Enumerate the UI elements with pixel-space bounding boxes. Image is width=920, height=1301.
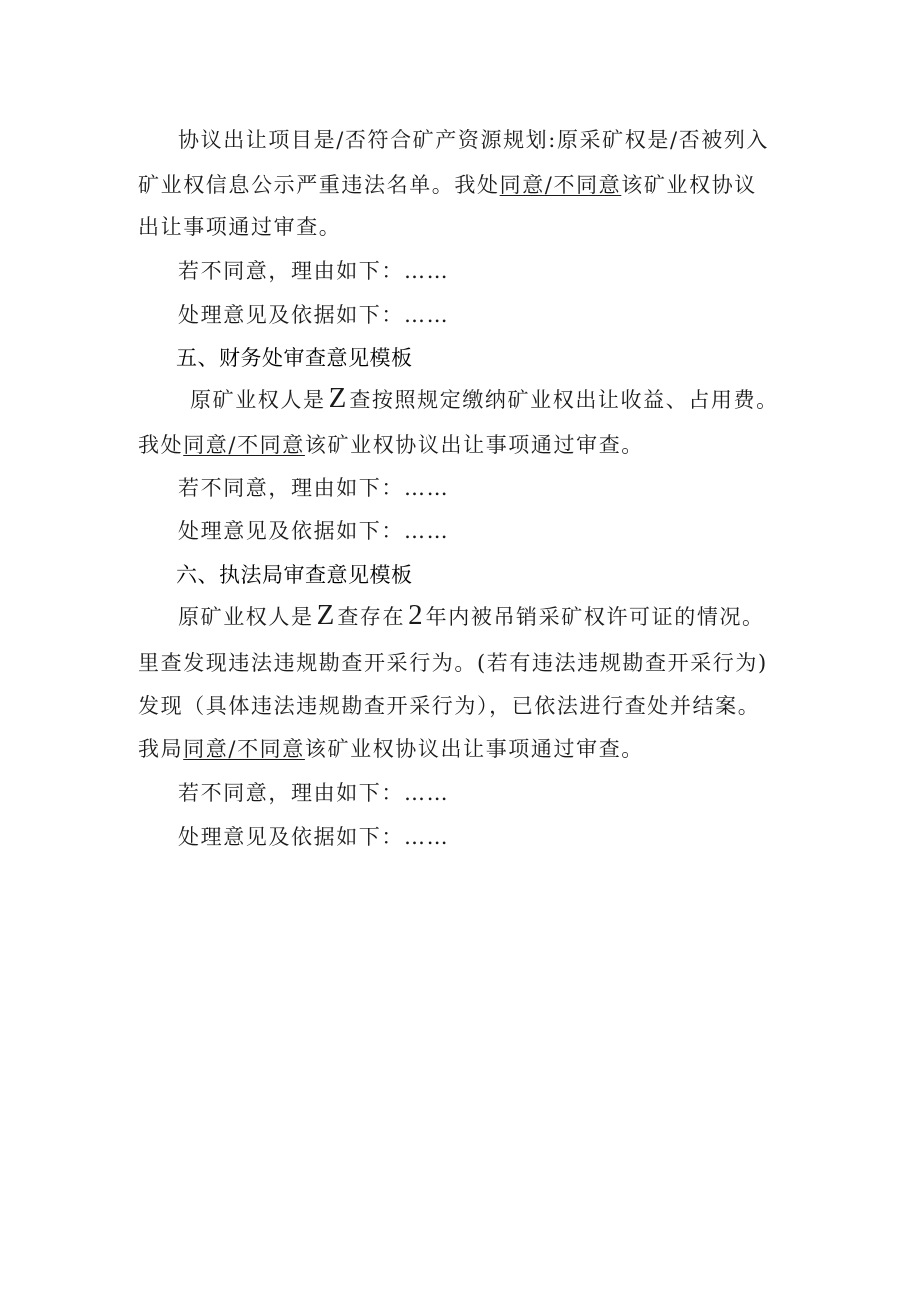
s6-paragraph-line-4 [138, 735, 644, 763]
s4-text: 该矿业权协议 [621, 173, 757, 197]
s5-large-letter: Z [328, 382, 347, 414]
s4-paragraph-line-1 [178, 126, 769, 154]
s4-reason-line [178, 257, 449, 285]
s5-paragraph-line-2 [138, 431, 644, 459]
s5-text: 查按照规定缴纳矿业权出让收益、占用费。 [349, 388, 779, 412]
s5-heading: 五、财务处审查意见模板 [176, 346, 413, 370]
s5-basis-text: 处理意见及依据如下：…… [178, 519, 450, 543]
s5-text: 原矿业权人是 [190, 388, 326, 412]
s6-basis-text: 处理意见及依据如下：…… [178, 825, 450, 849]
s6-reason-text: 若不同意，理由如下：…… [178, 781, 450, 805]
s6-reason-line [178, 779, 449, 807]
s6-paragraph-line-1 [178, 601, 765, 631]
s5-basis-line [178, 517, 449, 545]
s6-paragraph-line-3 [138, 692, 760, 720]
s4-paragraph-line-3 [138, 213, 341, 241]
s6-text: 年内被吊销采矿权许可证的情况。 [425, 605, 765, 629]
s6-text: 发现（具体违法违规勘查开采行为），已依法进行查处并结案。 [138, 694, 761, 718]
s6-underlined-choice: 同意/不同意 [183, 737, 305, 761]
s4-text: 矿业权信息公示严重违法名单。我处 [138, 173, 500, 197]
s5-underlined-choice: 同意/不同意 [183, 433, 305, 457]
s4-reason-text: 若不同意，理由如下：…… [178, 259, 450, 283]
s6-text: 该矿业权协议出让事项通过审查。 [304, 737, 644, 761]
s5-reason-text: 若不同意，理由如下：…… [178, 476, 450, 500]
s4-text: 出让事项通过审查。 [138, 215, 342, 239]
s6-text: 原矿业权人是 [178, 605, 314, 629]
s4-basis-line [178, 301, 449, 329]
s6-paragraph-line-2 [138, 649, 768, 677]
s5-reason-line [178, 474, 449, 502]
s6-text: 查存在 [337, 605, 406, 629]
s6-text: 我局 [138, 737, 184, 761]
s6-large-number: 2 [408, 599, 423, 631]
s6-large-letter: Z [316, 599, 335, 631]
s4-underlined-choice: 同意/不同意 [499, 173, 622, 197]
s4-text: 协议出让项目是/否符合矿产资源规划:原采矿权是/否被列入 [178, 128, 770, 152]
s4-basis-text: 处理意见及依据如下：…… [178, 303, 450, 327]
s5-text: 该矿业权协议出让事项通过审查。 [304, 433, 644, 457]
s6-heading: 六、执法局审查意见模板 [176, 563, 413, 587]
s4-paragraph-line-2 [138, 171, 757, 199]
s5-text: 我处 [138, 433, 184, 457]
s5-paragraph-line-1 [190, 384, 779, 414]
s6-basis-line [178, 823, 449, 851]
s6-text: 里查发现违法违规勘查开采行为。(若有违法违规勘查开采行为) [138, 651, 768, 675]
